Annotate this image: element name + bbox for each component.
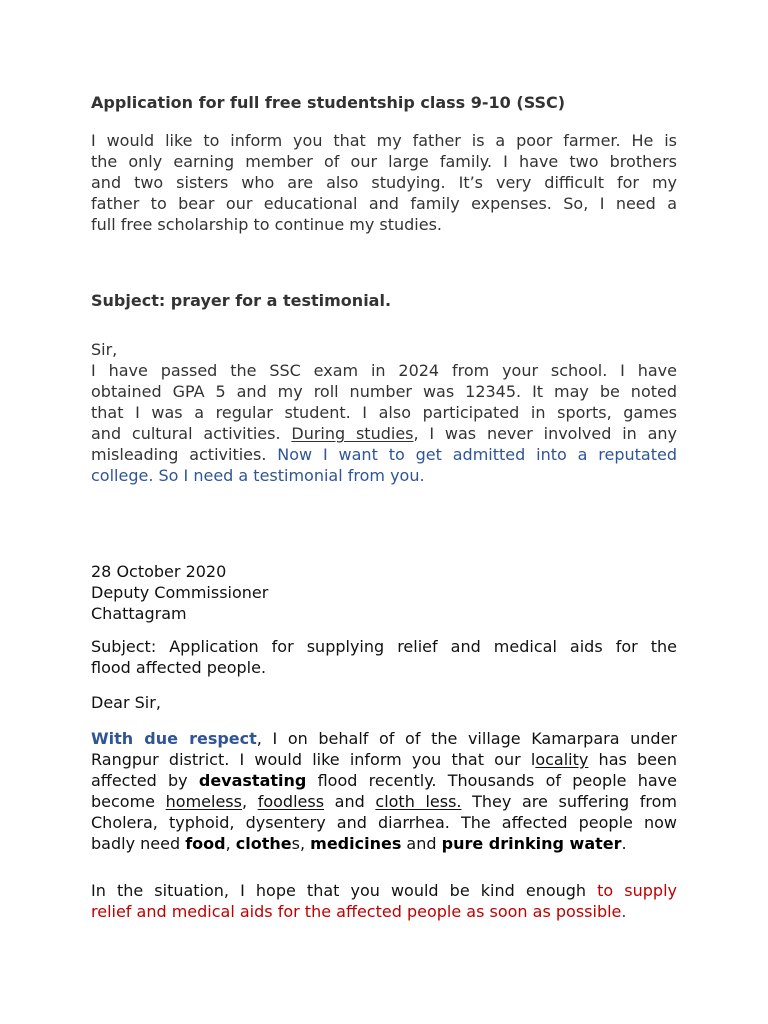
body-line: become homeless, foodless and cloth less. They are suffering from (91, 792, 678, 811)
body-line: With due respect, I on behalf of of the village Kamarpara under (91, 729, 677, 748)
letter-subject: Subject: Application for supplying relief and medical aids for the flood affected people. (91, 637, 677, 677)
highlighted-text: Now I want to get admitted into a reputated (277, 445, 677, 464)
body-line: that I was a regular student. I also participated in sports, games (91, 403, 677, 422)
letter-header (91, 561, 677, 624)
body-line: affected by devastating flood recently. Thousands of people have (91, 771, 677, 790)
body-line: and two sisters who are also studying. It’s very difficult for my (91, 173, 677, 192)
body-line: father to bear our educational and family expenses. So, I need a (91, 194, 677, 213)
red-text: relief and medical aids for the affected people as soon as possible. (91, 902, 627, 921)
body-line: misleading activities. Now I want to get admitted into a reputated (91, 445, 677, 464)
letter-recipient: Deputy Commissioner (91, 583, 269, 602)
body-line: I have passed the SSC exam in 2024 from your school. I have (91, 361, 677, 380)
body-line: and cultural activities. During studies, I was never involved in any (91, 424, 678, 443)
body-line: obtained GPA 5 and my roll number was 12345. It may be noted (91, 382, 677, 401)
testimonial-subject: Subject: prayer for a testimonial. (91, 291, 392, 310)
application-title: Application for full free studentship class 9-10 (SSC) (91, 93, 566, 112)
body-line: In the situation, I hope that you would be kind enough to supply (91, 881, 678, 900)
body-line: I would like to inform you that my father is a poor farmer. He is (91, 131, 677, 150)
body-line: Rangpur district. I would like inform you that our locality has been (91, 750, 678, 769)
testimonial-body (91, 360, 677, 486)
respect-text: With due respect (91, 729, 257, 748)
underlined-text: During studies (291, 424, 414, 443)
letter-place: Chattagram (91, 604, 187, 623)
body-line: badly need food, clothes, medicines and pure drinking water. (91, 834, 627, 853)
red-text: to supply (597, 881, 678, 900)
body-line: the only earning member of our large family. I have two brothers (91, 152, 677, 171)
highlighted-text: college. So I need a testimonial from you. (91, 466, 425, 485)
letter-salutation: Dear Sir, (91, 693, 161, 712)
letter-date: 28 October 2020 (91, 562, 227, 581)
testimonial-salutation: Sir, (91, 340, 118, 359)
body-line: Cholera, typhoid, dysentery and diarrhea. The affected people now (91, 813, 677, 832)
body-line: full free scholarship to continue my studies. (91, 215, 442, 234)
letter-paragraph-2 (91, 880, 677, 922)
letter-paragraph-1 (91, 728, 677, 854)
application-1-body (91, 130, 677, 235)
